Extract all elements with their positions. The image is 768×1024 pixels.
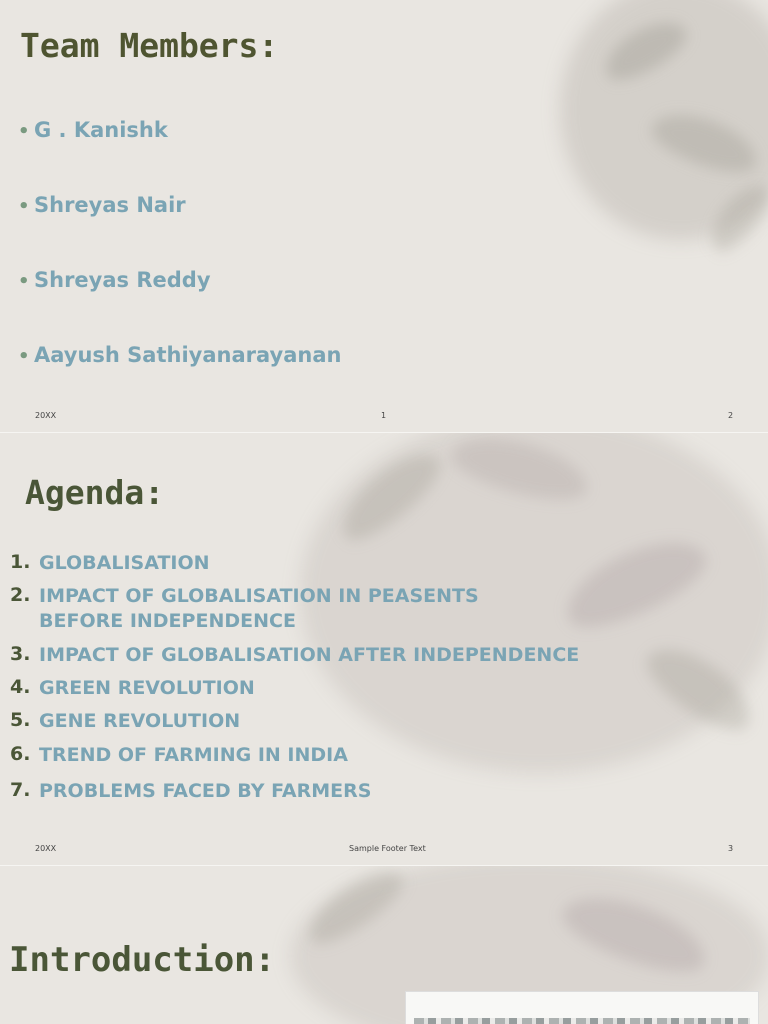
item-number: 5. (10, 709, 31, 731)
item-text: GENE REVOLUTION (39, 710, 241, 732)
slide-title: Team Members: (20, 26, 279, 65)
item-text: GREEN REVOLUTION (39, 677, 255, 699)
footer-date: 20XX (35, 411, 57, 420)
member-name: G . Kanishk (34, 118, 168, 142)
bullet-icon: • (18, 346, 30, 367)
list-item (18, 268, 211, 292)
page-number: 3 (728, 844, 734, 853)
list-item (18, 193, 186, 217)
item-number: 1. (10, 551, 31, 573)
item-number: 3. (10, 643, 31, 665)
slide-title: Agenda: (25, 473, 165, 512)
item-text: GLOBALISATION (39, 552, 210, 574)
list-item (18, 118, 168, 142)
item-text: TREND OF FARMING IN INDIA (39, 744, 348, 766)
slide-team-members (0, 0, 768, 432)
member-name: Shreyas Reddy (34, 268, 211, 292)
tree-line-graphic (414, 1018, 750, 1024)
page-number: 2 (728, 411, 734, 420)
footer-center: 1 (381, 411, 387, 420)
item-number: 6. (10, 743, 31, 765)
item-number: 7. (10, 779, 31, 801)
bullet-icon: • (18, 271, 30, 292)
bullet-icon: • (18, 196, 30, 217)
list-item (18, 343, 341, 367)
item-text: IMPACT OF GLOBALISATION IN PEASENTS BEFORE INDEPENDENCE (39, 585, 479, 632)
slide-agenda (0, 433, 768, 865)
landscape-image (405, 991, 759, 1024)
member-name: Aayush Sathiyanarayanan (34, 343, 342, 367)
footer-date: 20XX (35, 844, 57, 853)
item-text: IMPACT OF GLOBALISATION AFTER INDEPENDENCE (39, 644, 580, 666)
footer-center: Sample Footer Text (349, 844, 426, 853)
item-number: 4. (10, 676, 31, 698)
item-text: PROBLEMS FACED BY FARMERS (39, 780, 372, 802)
slide-title: Introduction: (9, 940, 276, 980)
bullet-icon: • (18, 121, 30, 142)
member-name: Shreyas Nair (34, 193, 186, 217)
item-number: 2. (10, 584, 31, 606)
slide-introduction (0, 866, 768, 1024)
